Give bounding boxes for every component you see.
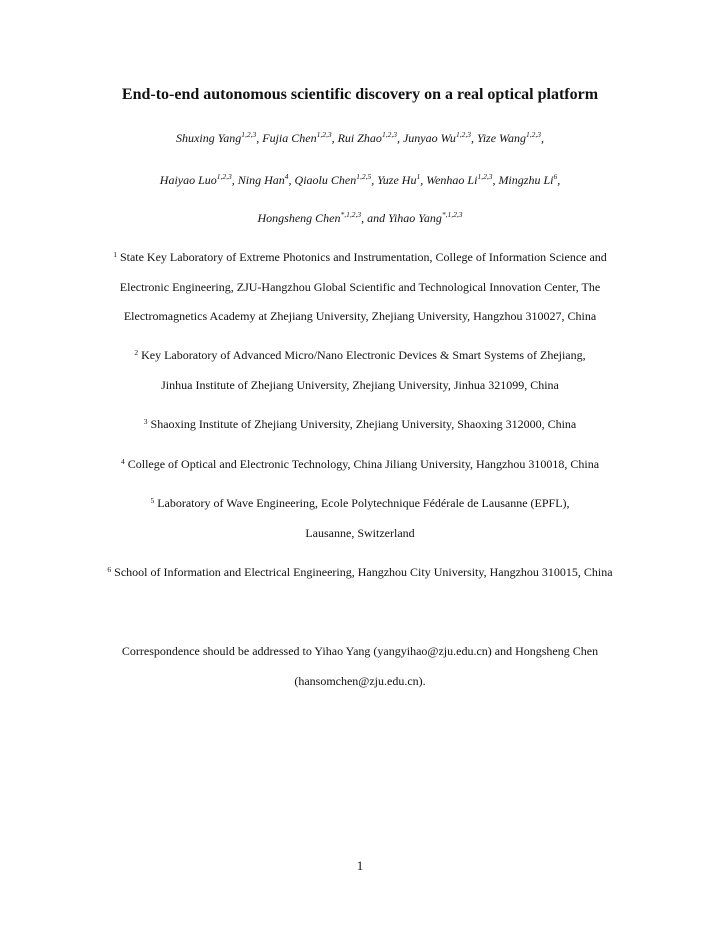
affiliation-number: 3 <box>143 417 148 426</box>
affiliation-2 <box>60 341 660 400</box>
affiliation-number: 1 <box>113 250 117 259</box>
author-separator: , <box>288 173 295 187</box>
author-separator: , <box>492 173 499 187</box>
author-separator: , <box>420 173 427 187</box>
page-number: 1 <box>356 858 364 873</box>
author-line-2 <box>0 173 720 188</box>
author-separator: , <box>371 173 378 187</box>
correspondence <box>80 636 640 696</box>
author-affiliation-marker: 1,2,3 <box>455 130 471 139</box>
author-name: Ning Han <box>237 173 285 187</box>
author-affiliation-marker: 1,2,3 <box>477 172 493 181</box>
author-name: Rui Zhao <box>337 131 382 145</box>
correspondence-line: (hansomchen@zju.edu.cn). <box>294 674 426 688</box>
affiliation-text: State Key Laboratory of Extreme Photonics and Instrumentation, College of Information Science and <box>119 250 607 264</box>
affiliation-6 <box>40 558 680 588</box>
affiliation-4 <box>60 450 660 480</box>
author-affiliation-marker: *,1,2,3 <box>340 210 362 219</box>
affiliation-3 <box>60 410 660 440</box>
affiliation-number: 6 <box>107 565 112 574</box>
affiliation-text: School of Information and Electrical Engineering, Hangzhou City University, Hangzhou 310015, China <box>114 565 613 579</box>
author-name: Yize Wang <box>476 131 526 145</box>
affiliation-text: College of Optical and Electronic Technology, China Jiliang University, Hangzhou 310018, China <box>127 457 600 471</box>
author-name: Mingzhu Li <box>498 173 554 187</box>
affiliation-1 <box>60 243 660 332</box>
author-affiliation-marker: 1,2,3 <box>525 130 541 139</box>
author-affiliation-marker: 1 <box>416 172 421 181</box>
affiliation-text: Electromagnetics Academy at Zhejiang University, Zhejiang University, Hangzhou 310027, China <box>123 309 597 323</box>
author-name: Junyao Wu <box>402 131 456 145</box>
author-separator: , <box>540 131 544 145</box>
affiliation-text: Electronic Engineering, ZJU-Hangzhou Global Scientific and Technological Innovation Center, The <box>119 279 601 294</box>
author-affiliation-marker: 1,2,3 <box>316 130 332 139</box>
author-separator: , <box>396 131 403 145</box>
affiliation-text: Lausanne, Switzerland <box>305 525 415 540</box>
author-separator: , and <box>361 211 389 225</box>
author-name: Shuxing Yang <box>176 131 242 145</box>
author-separator: , <box>231 173 238 187</box>
author-affiliation-marker: *,1,2,3 <box>441 210 463 219</box>
author-separator: , <box>331 131 338 145</box>
author-affiliation-marker: 4 <box>284 172 289 181</box>
author-affiliation-marker: 6 <box>553 172 558 181</box>
affiliation-text: Jinhua Institute of Zhejiang University, Zhejiang University, Jinhua 321099, China <box>161 377 559 392</box>
author-name: Wenhao Li <box>426 173 478 187</box>
affiliation-5 <box>60 489 660 548</box>
author-name: Haiyao Luo <box>159 173 217 187</box>
affiliation-text: Key Laboratory of Advanced Micro/Nano Electronic Devices & Smart Systems of Zhejiang, <box>141 348 586 362</box>
affiliation-text: Laboratory of Wave Engineering, Ecole Polytechnique Fédérale de Lausanne (EPFL), <box>157 496 570 510</box>
paper-title: End-to-end autonomous scientific discovery on a real optical platform <box>121 86 599 103</box>
author-line-1 <box>0 131 720 146</box>
author-affiliation-marker: 1,2,3 <box>216 172 232 181</box>
author-separator: , <box>256 131 263 145</box>
affiliation-text: Shaoxing Institute of Zhejiang University, Zhejiang University, Shaoxing 312000, China <box>150 417 577 431</box>
author-separator: , <box>557 173 561 187</box>
author-affiliation-marker: 1,2,3 <box>381 130 397 139</box>
author-name: Fujia Chen <box>262 131 317 145</box>
author-separator: , <box>470 131 477 145</box>
author-name: Hongsheng Chen <box>257 211 341 225</box>
affiliation-number: 2 <box>134 348 139 357</box>
correspondence-line: Correspondence should be addressed to Yihao Yang (yangyihao@zju.edu.cn) and Hongsheng Chen <box>121 644 599 658</box>
affiliation-number: 4 <box>120 457 125 466</box>
author-line-3 <box>0 211 720 226</box>
author-affiliation-marker: 1,2,5 <box>356 172 372 181</box>
affiliation-number: 5 <box>150 496 155 505</box>
author-name: Yihao Yang <box>388 211 442 225</box>
author-name: Yuze Hu <box>377 173 417 187</box>
author-affiliation-marker: 1,2,3 <box>241 130 257 139</box>
author-name: Qiaolu Chen <box>294 173 357 187</box>
